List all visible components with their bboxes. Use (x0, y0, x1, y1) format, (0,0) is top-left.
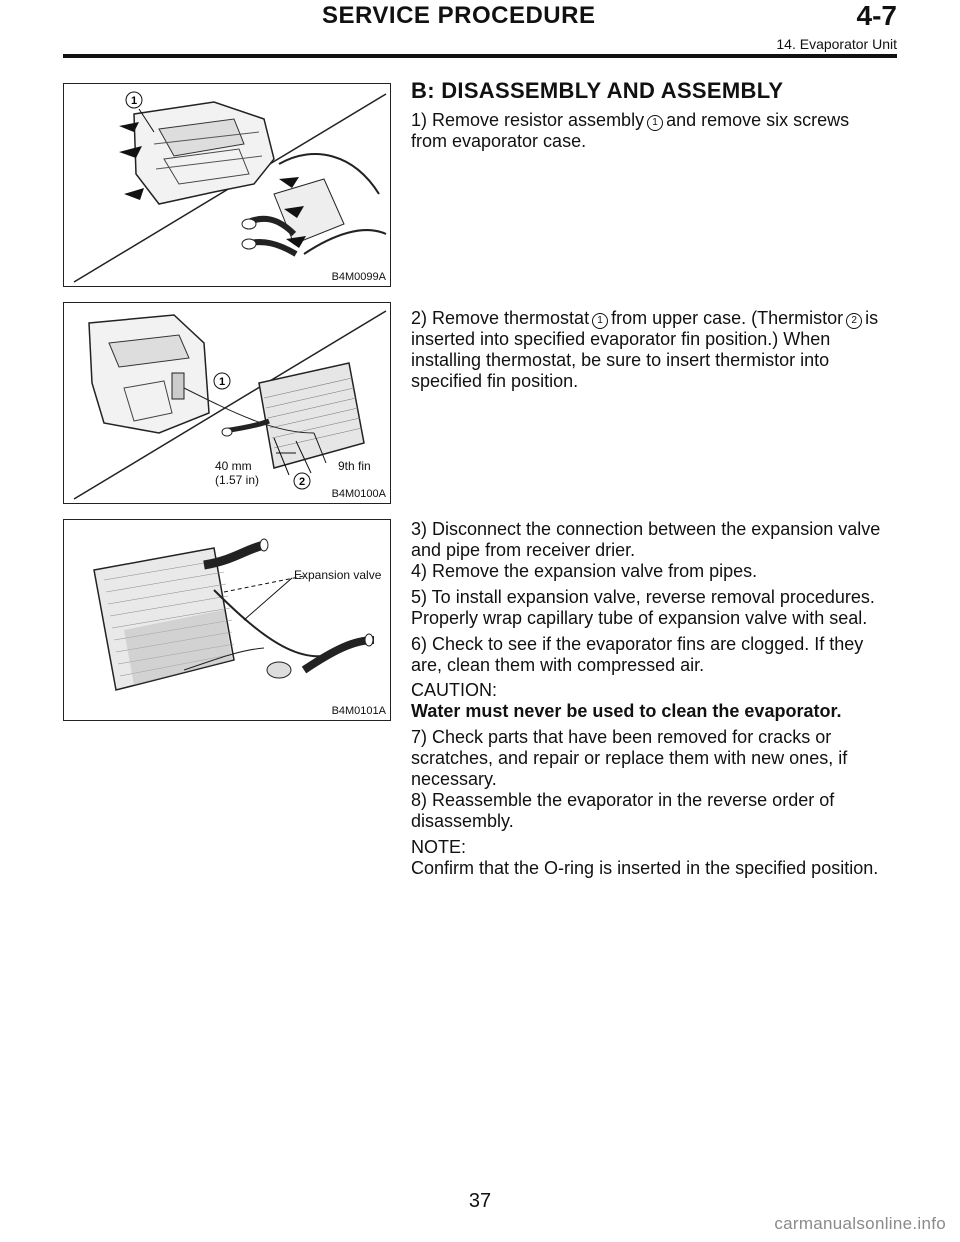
step-2-text-mid: from upper case. (Thermistor (611, 308, 844, 328)
callout-2 (292, 471, 312, 491)
callout-1 (124, 90, 144, 110)
expansion-valve-label: Expansion valve (294, 568, 382, 582)
step-2-text: 2) Remove thermostat (411, 308, 590, 328)
step-2-text-cont: is inserted into specified evaporator fin position.) When installing thermostat, be sure to insert thermistor into specified fin position. (411, 308, 879, 391)
step-1-text-cont: and remove six screws from evaporator case. (411, 110, 850, 151)
dimension-in-label: (1.57 in) (215, 473, 260, 487)
step-3: 3) Disconnect the connection between the expansion valve and pipe from receiver drier. (411, 519, 881, 560)
dimension-mm-label: 40 mm (215, 459, 252, 473)
expansion-valve-illustration (64, 520, 390, 720)
page-number: 37 (468, 1190, 492, 1212)
section-subtitle: 14. Evaporator Unit (776, 36, 897, 52)
step-1 (411, 110, 885, 152)
figure-code: B4M0101A (331, 705, 386, 717)
step-7: 7) Check parts that have been removed for cracks or scratches, and repair or replace them with new ones, if necessary. (411, 727, 848, 789)
watermark[interactable]: carmanualsonline.info (774, 1214, 946, 1233)
resistor-assembly-illustration (64, 84, 390, 286)
figure-code: B4M0100A (331, 488, 386, 500)
fin-label: 9th fin (338, 459, 371, 473)
section-heading: B: DISASSEMBLY AND ASSEMBLY (411, 78, 784, 103)
figure-resistor-assembly (63, 83, 391, 287)
section-number: 4-7 (856, 0, 897, 31)
step-5: 5) To install expansion valve, reverse removal procedures. Properly wrap capillary tube of expansion valve with seal. (411, 587, 875, 628)
figure-thermostat (63, 302, 391, 504)
step-8: 8) Reassemble the evaporator in the reverse order of disassembly. (411, 790, 835, 831)
svg-text:1: 1 (130, 95, 138, 107)
svg-text:2: 2 (298, 476, 306, 488)
step-2 (411, 308, 885, 392)
ref-2-marker: 2 (846, 313, 862, 329)
step-4: 4) Remove the expansion valve from pipes. (411, 561, 758, 581)
step-6: 6) Check to see if the evaporator fins are clogged. If they are, clean them with compressed air. (411, 634, 864, 675)
header-rule (63, 54, 897, 58)
figure-expansion-valve (63, 519, 391, 721)
svg-text:1: 1 (218, 376, 226, 388)
note-text: Confirm that the O-ring is inserted in the specified position. (411, 858, 879, 878)
header-title: SERVICE PROCEDURE (322, 2, 596, 29)
callout-1 (212, 371, 232, 391)
figure-code: B4M0099A (331, 271, 386, 283)
caution-text: Water must never be used to clean the evaporator. (411, 701, 842, 721)
note-label: NOTE: (411, 837, 467, 857)
step-1-text: 1) Remove resistor assembly (411, 110, 645, 130)
caution-label: CAUTION: (411, 680, 498, 700)
ref-1-marker: 1 (592, 313, 608, 329)
ref-1-marker: 1 (647, 115, 663, 131)
